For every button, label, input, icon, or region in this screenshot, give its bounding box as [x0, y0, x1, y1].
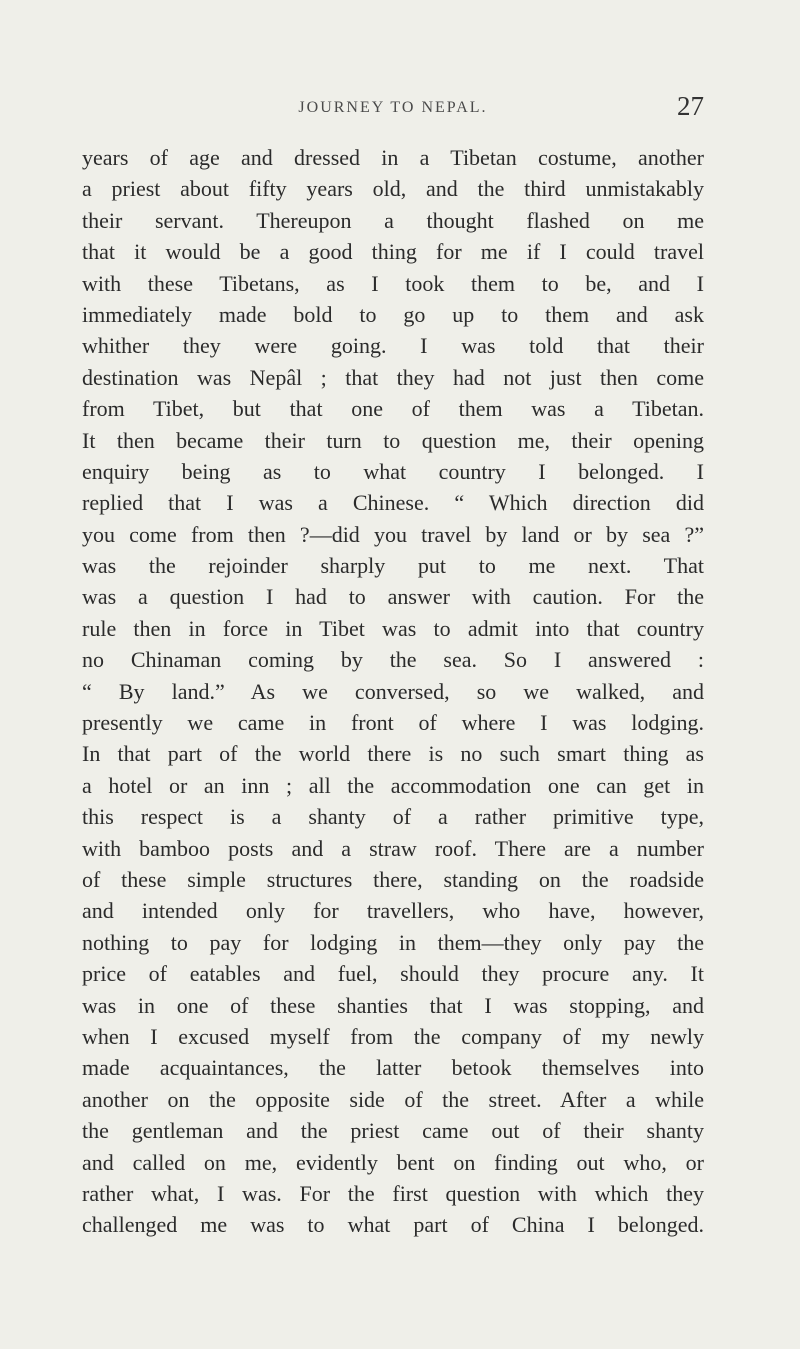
- body-paragraph: [82, 142, 704, 1241]
- text-line: you come from then ?—did you travel by land or by sea ?”: [82, 521, 704, 547]
- text-line: immediately made bold to go up to them and ask: [82, 301, 704, 327]
- text-line: rule then in force in Tibet was to admit into that country: [82, 615, 704, 641]
- text-line: that it would be a good thing for me if I could travel: [82, 239, 704, 265]
- text-line: enquiry being as to what country I belonged. I: [82, 458, 704, 484]
- text-line: In that part of the world there is no such smart thing as: [82, 741, 704, 767]
- text-line: this respect is a shanty of a rather primitive type,: [82, 804, 704, 830]
- text-line: the gentleman and the priest came out of their shanty: [82, 1118, 704, 1144]
- text-line: another on the opposite side of the street. After a while: [82, 1086, 704, 1112]
- text-line: years of age and dressed in a Tibetan costume, another: [82, 145, 704, 170]
- text-line: rather what, I was. For the first question with which they: [82, 1180, 704, 1206]
- text-line: replied that I was a Chinese. “ Which direction did: [82, 490, 704, 516]
- running-title: JOURNEY TO NEPAL.: [298, 99, 488, 116]
- text-line: their servant. Thereupon a thought flashed on me: [82, 207, 704, 233]
- page-number: 27: [677, 91, 704, 121]
- text-line: a hotel or an inn ; all the accommodation one can get in: [82, 772, 704, 798]
- text-line: price of eatables and fuel, should they procure any. It: [82, 961, 704, 987]
- text-line: made acquaintances, the latter betook themselves into: [82, 1055, 704, 1081]
- text-line: nothing to pay for lodging in them—they only pay the: [82, 929, 704, 955]
- text-line: whither they were going. I was told that their: [82, 333, 704, 359]
- text-line: was a question I had to answer with caution. For the: [82, 584, 704, 610]
- text-line: no Chinaman coming by the sea. So I answered :: [82, 647, 704, 673]
- text-line: of these simple structures there, standing on the roadside: [82, 866, 704, 892]
- text-line: was in one of these shanties that I was stopping, and: [82, 992, 704, 1018]
- text-line: It then became their turn to question me, their opening: [82, 427, 704, 453]
- text-line: from Tibet, but that one of them was a Tibetan.: [82, 396, 704, 422]
- text-line: with these Tibetans, as I took them to be, and I: [82, 270, 704, 296]
- text-line: and called on me, evidently bent on finding out who, or: [82, 1149, 704, 1175]
- text-line: a priest about fifty years old, and the third unmistakably: [82, 176, 704, 202]
- text-line: when I excused myself from the company of my newly: [82, 1023, 704, 1049]
- text-line: destination was Nepâl ; that they had not just then come: [82, 364, 704, 390]
- text-line: presently we came in front of where I was lodging.: [82, 710, 704, 736]
- text-line: and intended only for travellers, who have, however,: [82, 898, 704, 924]
- text-line: challenged me was to what part of China I belonged.: [82, 1212, 704, 1238]
- text-line: with bamboo posts and a straw roof. There are a number: [82, 835, 704, 861]
- text-line: was the rejoinder sharply put to me next. That: [82, 553, 704, 579]
- text-line: “ By land.” As we conversed, so we walked, and: [82, 678, 704, 704]
- running-head: [82, 91, 704, 131]
